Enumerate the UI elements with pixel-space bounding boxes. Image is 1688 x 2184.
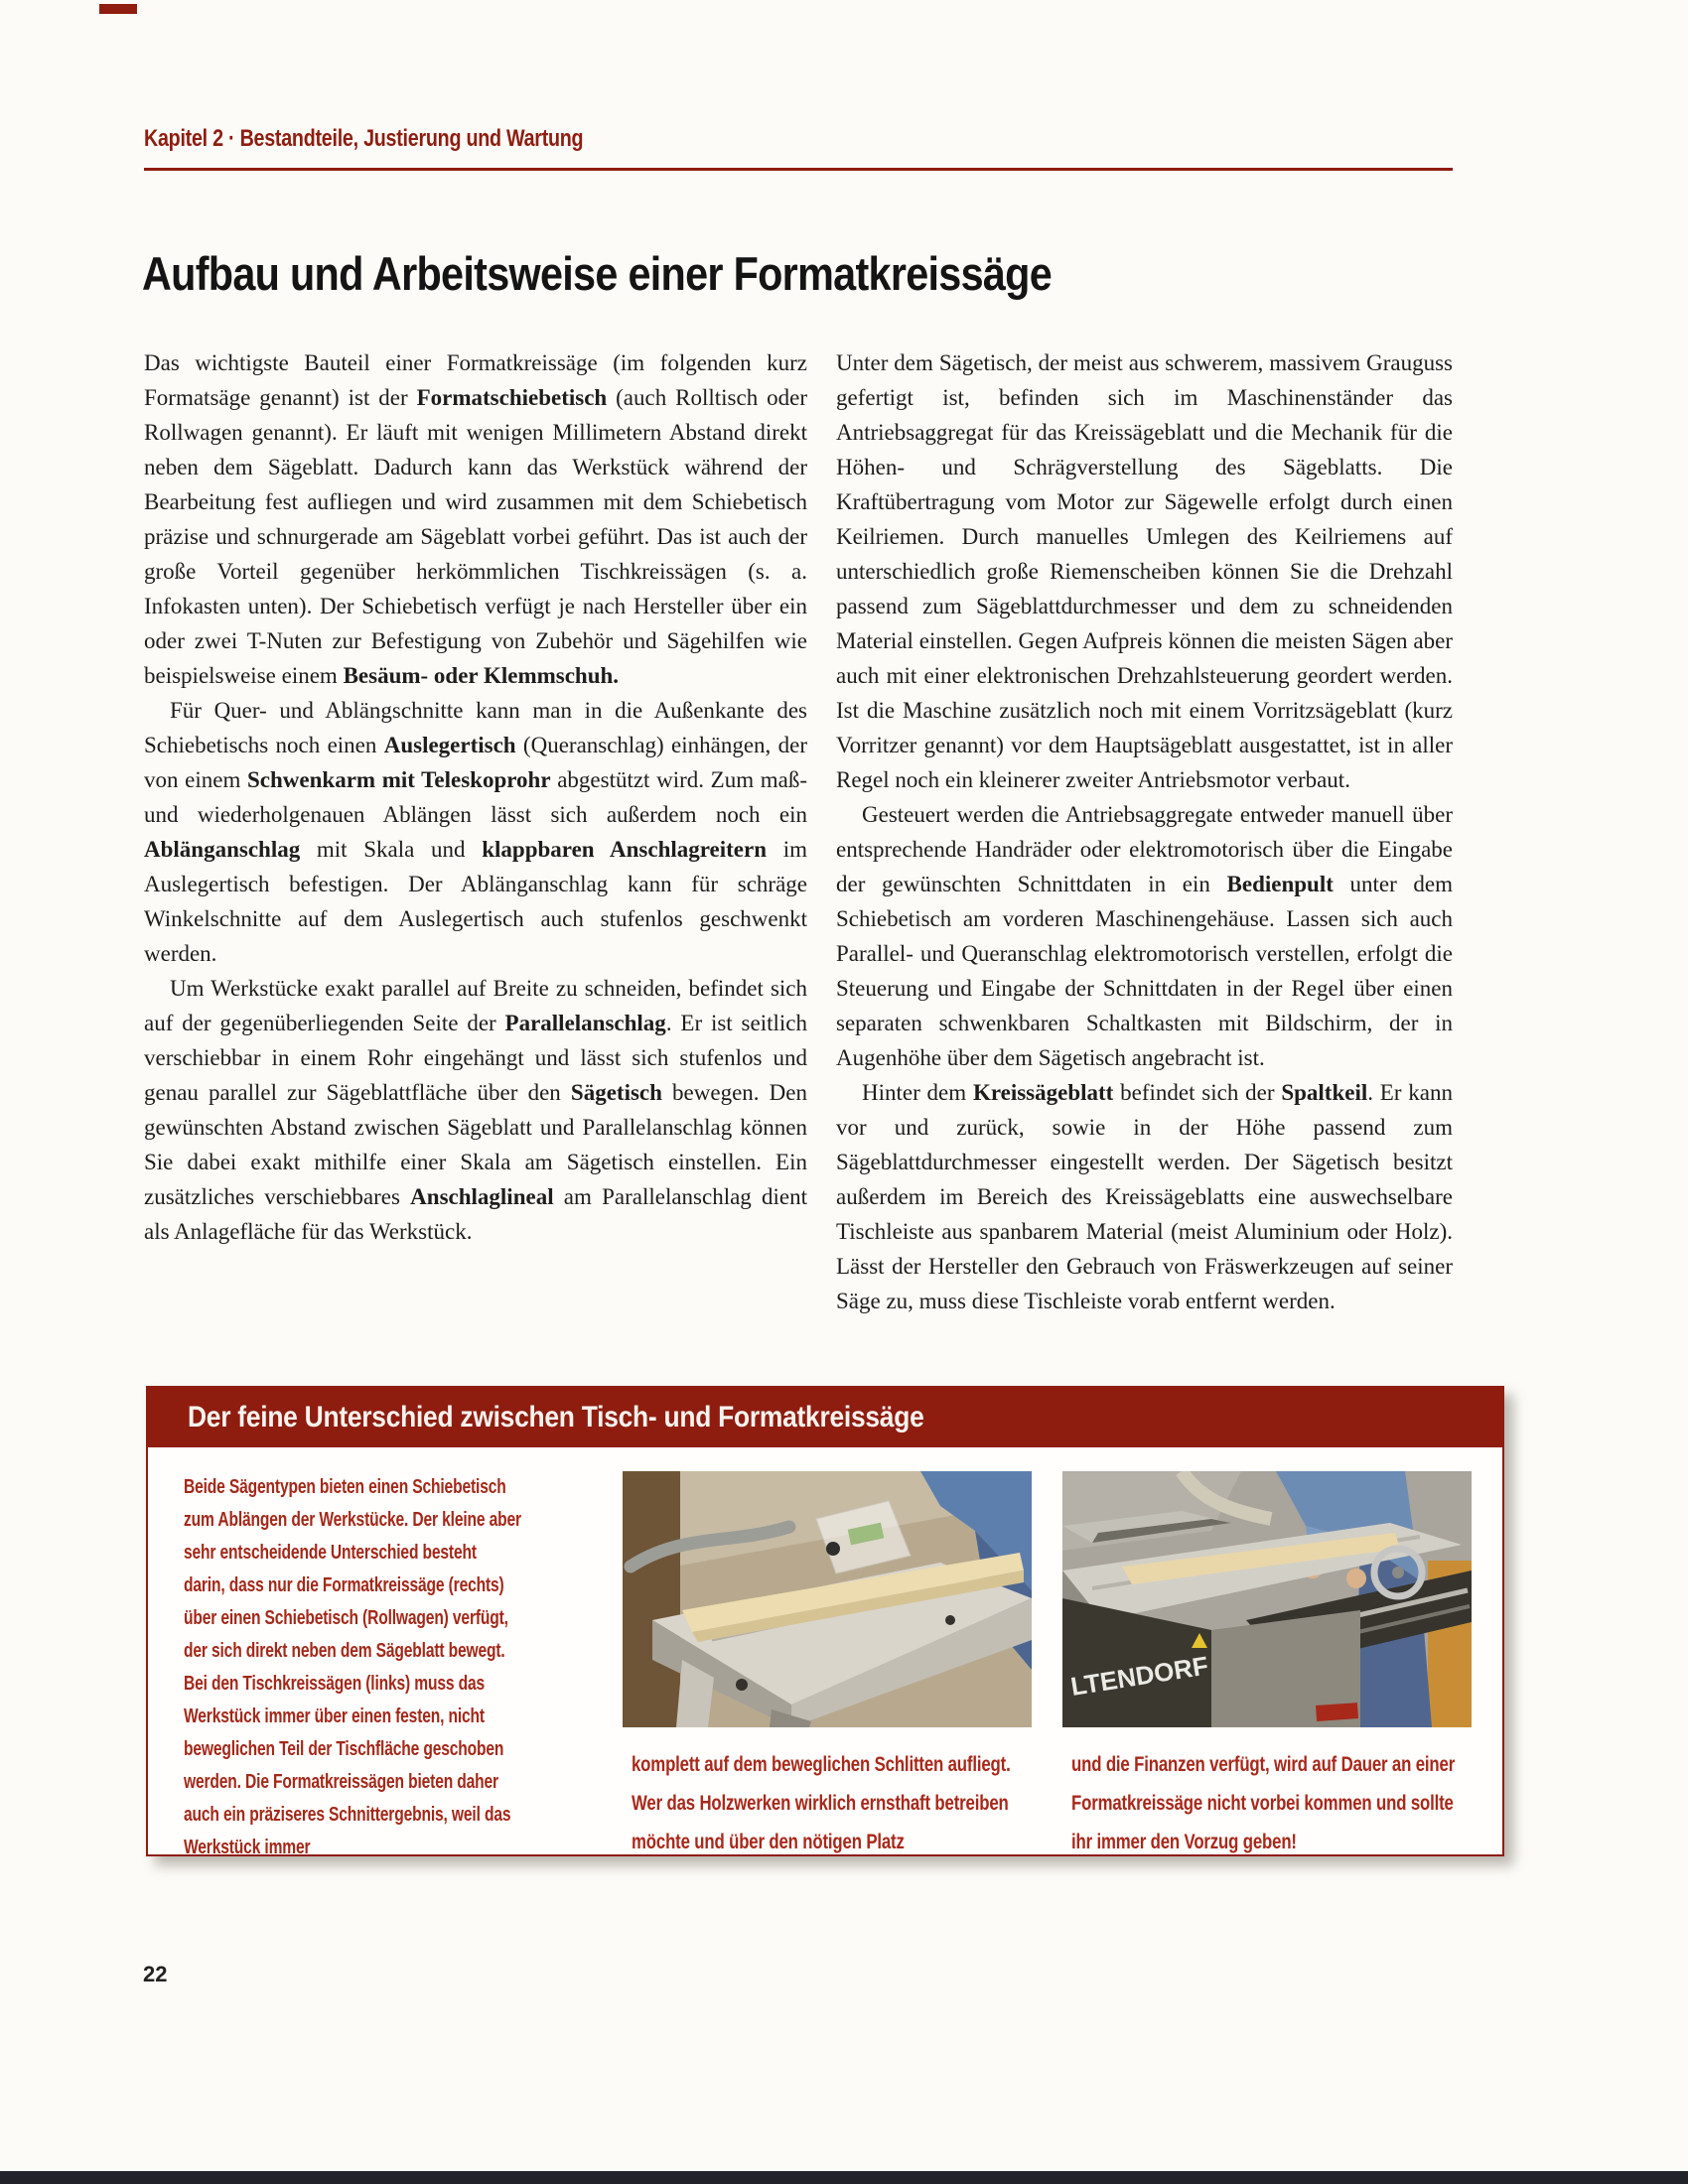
body-column-left	[144, 345, 807, 1249]
paragraph: Für Quer- und Ablängschnitte kann man in die Außenkante des Schiebetischs noch einen Auslegertisch (Queranschlag) einhängen, der von einem Schwenkarm mit Teleskoprohr abgestützt wird. Zum maß- und wiederholgenauen Ablängen lässt sich außerdem noch ein Ablänganschlag mit Skala und klappbaren Anschlagreitern im Auslegertisch befestigen. Der Ablänganschlag kann für schräge Winkelschnitte auf dem Auslegertisch auch stufenlos geschwenkt werden.	[144, 698, 808, 966]
tischkreissaege-illustration	[623, 1471, 1032, 1727]
paragraph: Das wichtigste Bauteil einer Formatkreissäge (im folgenden kurz Formatsäge genannt) ist der Formatschiebetisch (auch Rolltisch oder Rollwagen genannt). Er läuft mit wenigen Millimetern Abstand direkt neben dem Sägeblatt. Dadurch kann das Werkstück während der Bearbeitung fest aufliegen und wird zusammen mit dem Schiebetisch präzise und schnurgerade am Sägeblatt vorbei geführt. Das ist auch der große Vorteil gegenüber herkömmlichen Tischkreissägen (s. a. Infokasten unten). Der Schiebetisch verfügt je nach Hersteller über ein oder zwei T-Nuten zur Befestigung von Zubehör und Sägehilfen wie beispielsweise einem Besäum- oder Klemmschuh.	[144, 350, 807, 688]
body-column-right	[836, 345, 1453, 1318]
page-title: Aufbau und Arbeitsweise einer Formatkreissäge	[142, 247, 1053, 300]
machine-brand-label: LTENDORF	[1068, 1650, 1210, 1702]
formatkreissaege-illustration	[1062, 1471, 1472, 1727]
paragraph: Unter dem Sägetisch, der meist aus schwerem, massivem Grauguss gefertigt ist, befinden sich im Maschinenständer das Antriebsaggregat für das Kreissägeblatt und die Mechanik für die Höhen- und Schrägverstellung des Sägeblatts. Die Kraftübertragung vom Motor zur Sägewelle erfolgt durch einen Keilriemen. Durch manuelles Umlegen des Keilriemens auf unterschiedlich große Riemenscheiben können Sie die Drehzahl passend zum Sägeblattdurchmesser und dem zu schneidenden Material einstellen. Gegen Aufpreis können die meisten Sägen aber auch mit einer elektronischen Drehzahlsteuerung geordert werden. Ist die Maschine zusätzlich noch mit einem Vorritzsägeblatt (kurz Vorritzer genannt) vor dem Hauptsägeblatt ausgestattet, ist in aller Regel noch ein kleinerer zweiter Antriebsmotor verbaut.	[836, 350, 1453, 792]
photo-caption-middle: komplett auf dem beweglichen Schlitten aufliegt. Wer das Holzwerken wirklich ernsthaft betreiben möchte und über den nötigen Platz	[632, 1753, 1011, 1853]
scan-crop-mark	[99, 4, 137, 14]
paragraph: Gesteuert werden die Antriebsaggregate entweder manuell über entsprechende Handräder oder elektromotorisch über die Eingabe der gewünschten Schnittdaten in ein Bedienpult unter dem Schiebetisch am vorderen Maschinengehäuse. Lassen sich auch Parallel- und Queranschlag elektromotorisch verstellen, erfolgt die Steuerung und Eingabe der Schnittdaten in der Regel über einen separaten schwenkbaren Schaltkasten mit Bildschirm, der in Augenhöhe über dem Sägetisch angebracht ist.	[836, 802, 1453, 1070]
info-box-text: Beide Sägentypen bieten einen Schiebetisch zum Ablängen der Werkstücke. Der kleine aber sehr entscheidende Unterschied besteht darin, dass nur die Formatkreissäge (rechts) über einen Schiebetisch (Rollwagen) verfügt, der sich direkt neben dem Sägeblatt bewegt. Bei den Tischkreissägen (links) muss das Werkstück immer über einen festen, nicht beweglichen Teil der Tischfläche geschoben werden. Die Formatkreissägen bieten daher auch ein präziseres Schnittergebnis, weil das Werkstück immer	[184, 1476, 521, 1858]
photo-formatkreissaege	[1062, 1471, 1472, 1727]
info-box-title: Der feine Unterschied zwischen Tisch- und Formatkreissäge	[188, 1401, 924, 1433]
chapter-kicker: Kapitel 2 · Bestandteile, Justierung und Wartung	[144, 125, 584, 152]
photo-caption-right: und die Finanzen verfügt, wird auf Dauer an einer Formatkreissäge nicht vorbei kommen und sollte ihr immer den Vorzug geben!	[1071, 1753, 1456, 1853]
paragraph: Um Werkstücke exakt parallel auf Breite zu schneiden, befindet sich auf der gegenüberliegenden Seite der Parallelanschlag. Er ist seitlich verschiebbar in einem Rohr eingehängt und lässt sich stufenlos und genau parallel zur Sägeblattfläche über den Sägetisch bewegen. Den gewünschten Abstand zwischen Sägeblatt und Parallelanschlag können Sie dabei exakt mithilfe einer Skala am Sägetisch einstellen. Ein zusätzliches verschiebbares Anschlaglineal am Parallelanschlag dient als Anlagefläche für das Werkstück.	[144, 976, 808, 1244]
photo-tischkreissaege	[623, 1471, 1032, 1727]
paragraph: Hinter dem Kreissägeblatt befindet sich der Spaltkeil. Er kann vor und zurück, sowie in der Höhe passend zum Sägeblattdurchmesser eingestellt werden. Der Sägetisch besitzt außerdem im Bereich des Kreissägeblatts eine auswechselbare Tischleiste aus spanbarem Material (meist Aluminium oder Holz). Lässt der Hersteller den Gebrauch von Fräswerkzeugen auf seiner Säge zu, muss diese Tischleiste vorab entfernt werden.	[836, 1080, 1453, 1313]
page-number: 22	[143, 1962, 168, 1986]
scan-edge-artifact	[0, 2171, 1688, 2184]
info-box-header	[148, 1388, 1502, 1447]
info-box	[146, 1386, 1504, 1856]
header-rule	[144, 168, 1453, 171]
